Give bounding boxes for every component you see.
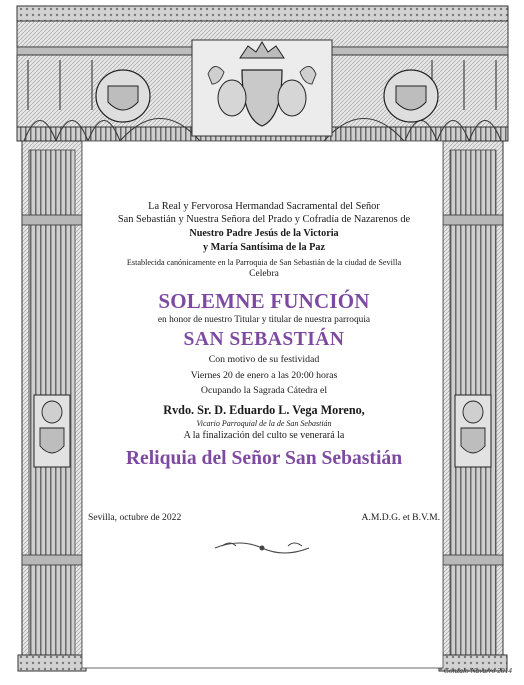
preacher-role: Vicario Parroquial de la de San Sebastián bbox=[196, 418, 332, 428]
top-frieze bbox=[17, 6, 508, 141]
left-medallion bbox=[96, 70, 150, 122]
left-pillar bbox=[18, 141, 86, 671]
header-line-3: Nuestro Padre Jesús de la Victoria bbox=[189, 227, 339, 239]
header-line-1: La Real y Fervorosa Hermandad Sacramental del Señor bbox=[148, 201, 380, 212]
celebra-line: Celebra bbox=[249, 268, 279, 280]
occupying-line: Ocupando la Sagrada Cátedra el bbox=[200, 385, 328, 397]
header-line-2: San Sebastián y Nuestra Señora del Prado y Cofradía de Nazarenos de bbox=[117, 214, 411, 226]
established-line: Establecida canónicamente en la Parroquia de San Sebastián de la ciudad de Sevilla bbox=[126, 258, 402, 268]
place-date: Sevilla, octubre de 2022 bbox=[88, 512, 182, 523]
closing-line: A la finalización del culto se venerará la bbox=[183, 429, 345, 441]
preacher-name: Rvdo. Sr. D. Eduardo L. Vega Moreno, bbox=[163, 402, 365, 417]
motto: A.M.D.G. et B.V.M. bbox=[361, 512, 440, 523]
artist-signature: Gonzalo Navarro 2014 bbox=[443, 666, 512, 675]
right-pillar bbox=[439, 141, 507, 671]
central-coat-of-arms bbox=[192, 40, 332, 136]
invitation-text bbox=[82, 200, 446, 523]
header-line-4: y María Santísima de la Paz bbox=[203, 241, 325, 253]
honor-line: en honor de nuestro Titular y titular de nuestra parroquia bbox=[157, 315, 371, 326]
main-title: SOLEMNE FUNCIÓN bbox=[158, 289, 370, 314]
datetime-line: Viernes 20 de enero a las 20:00 horas bbox=[190, 369, 338, 381]
motive-line: Con motivo de su festividad bbox=[208, 354, 320, 366]
footer-row bbox=[88, 512, 440, 523]
relic-title: Reliquia del Señor San Sebastián bbox=[125, 447, 403, 469]
right-medallion bbox=[384, 70, 438, 122]
saint-title: SAN SEBASTIÁN bbox=[183, 329, 345, 351]
